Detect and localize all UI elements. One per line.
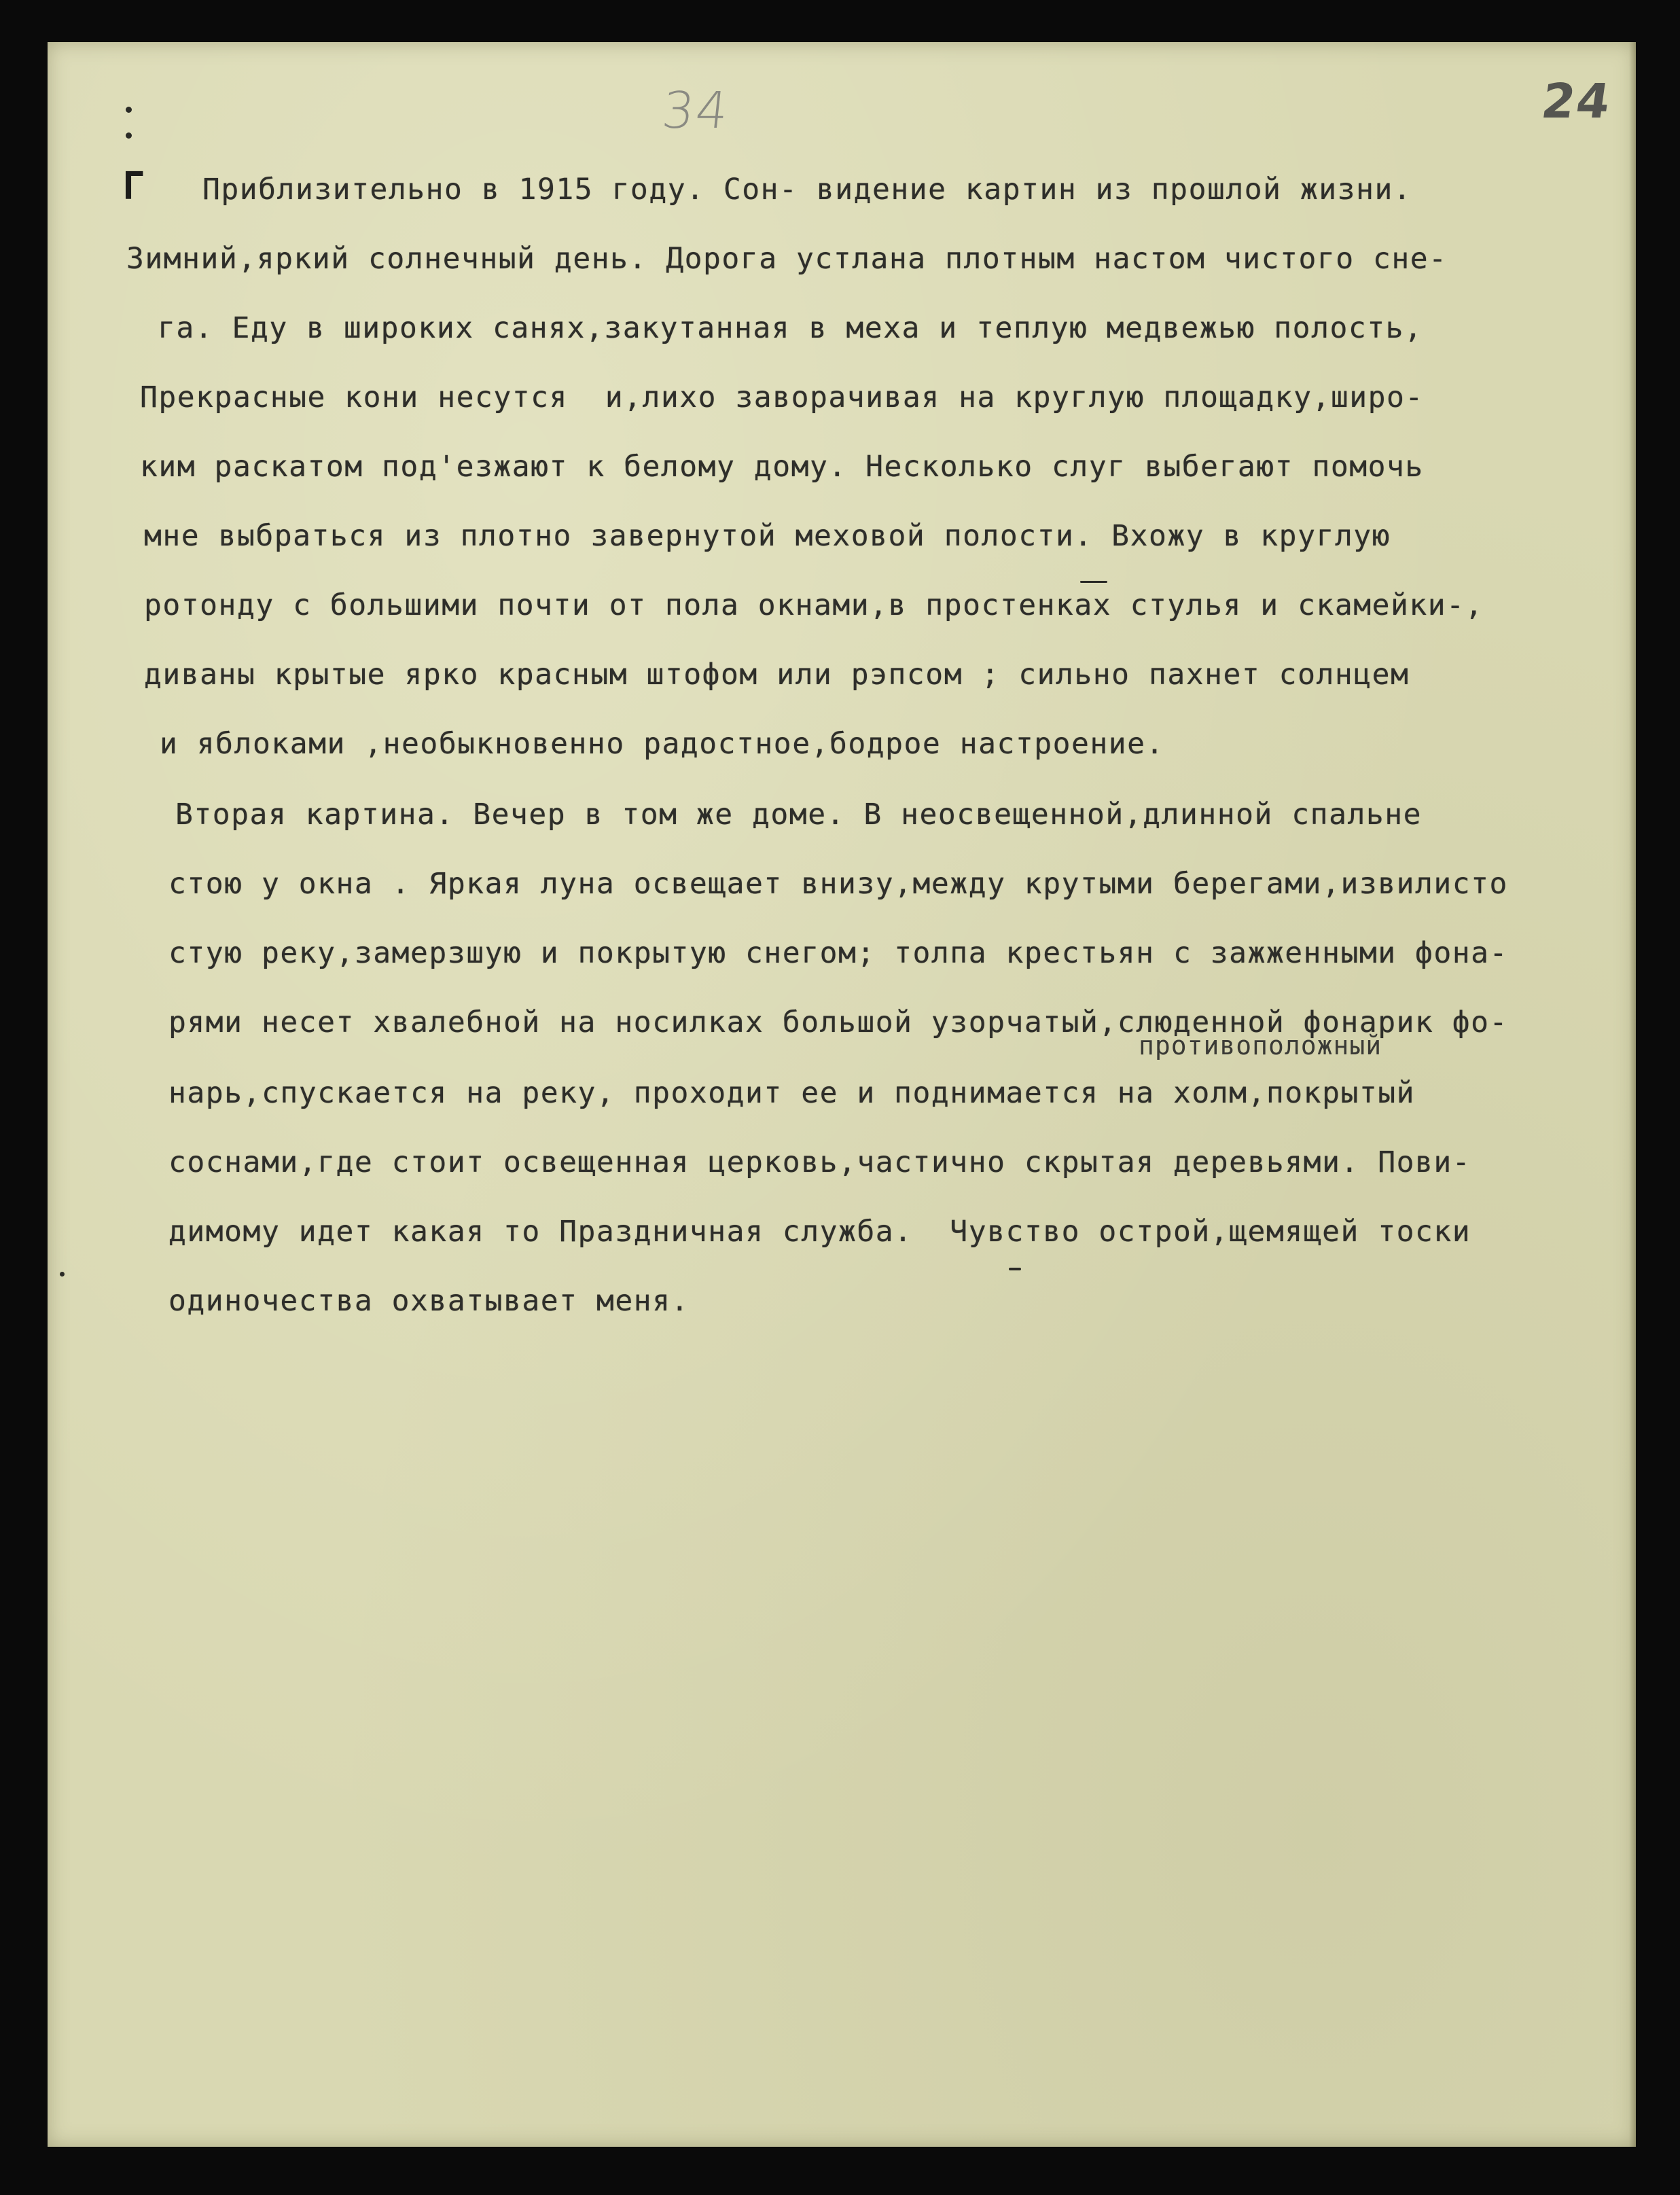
stamped-page-number: 24 [1538, 73, 1615, 129]
text-line: стою у окна . Яркая луна освещает внизу,между крутыми берегами,извилисто [168, 867, 1508, 901]
text-line: Прекрасные кони несутся и,лихо заворачивая на круглую площадку,широ- [140, 380, 1424, 414]
text-line: Приблизительно в 1915 году. Сон- видение картин из прошлой жизни. [202, 173, 1412, 207]
typed-text [48, 42, 1636, 2147]
text-line: соснами,где стоит освещенная церковь,частично скрытая деревьями. Пови- [168, 1145, 1471, 1179]
text-line: одиночества охватывает меня. [168, 1284, 690, 1318]
text-line: и яблоками ,необыкновенно радостное,бодрое настроение. [160, 727, 1164, 761]
text-line: стую реку,замерзшую и покрытую снегом; толпа крестьян с зажженными фона- [168, 936, 1508, 970]
text-line: димому идет какая то Праздничная служба. Чувство острой,щемящей тоски [168, 1215, 1471, 1249]
text-line: га. Еду в широких санях,закутанная в меха и теплую медвежью полость, [158, 311, 1423, 345]
text-line: мне выбраться из плотно завернутой меховой полости. Вхожу в круглую [144, 519, 1391, 553]
text-line: ротонду с большими почти от пола окнами,в простенках стулья и скамейки-, [144, 588, 1484, 622]
text-line: ким раскатом под'езжают к белому дому. Несколько слуг выбегают помочь [140, 450, 1424, 484]
document-page [48, 42, 1636, 2147]
margin-mark: Г [122, 164, 145, 209]
handwritten-insertion: противоположный [1139, 1031, 1382, 1060]
text-line: рями несет хвалебной на носилках большой узорчатый,слюденной фонарик фо- [168, 1005, 1508, 1039]
text-line: Вторая картина. Вечер в том же доме. В неосвещенной,длинной спальне [175, 798, 1423, 832]
text-line: Зимний,яркий солнечный день. Дорога устлана плотным настом чистого сне- [126, 242, 1448, 276]
pencil-page-number: 34 [659, 82, 732, 140]
stray-mark [1009, 1268, 1021, 1270]
text-line: нарь,спускается на реку, проходит ее и поднимается на холм,покрытый [168, 1076, 1416, 1110]
text-line: диваны крытые ярко красным штофом или рэпсом ; сильно пахнет солнцем [144, 658, 1410, 692]
stray-mark [1080, 581, 1107, 583]
